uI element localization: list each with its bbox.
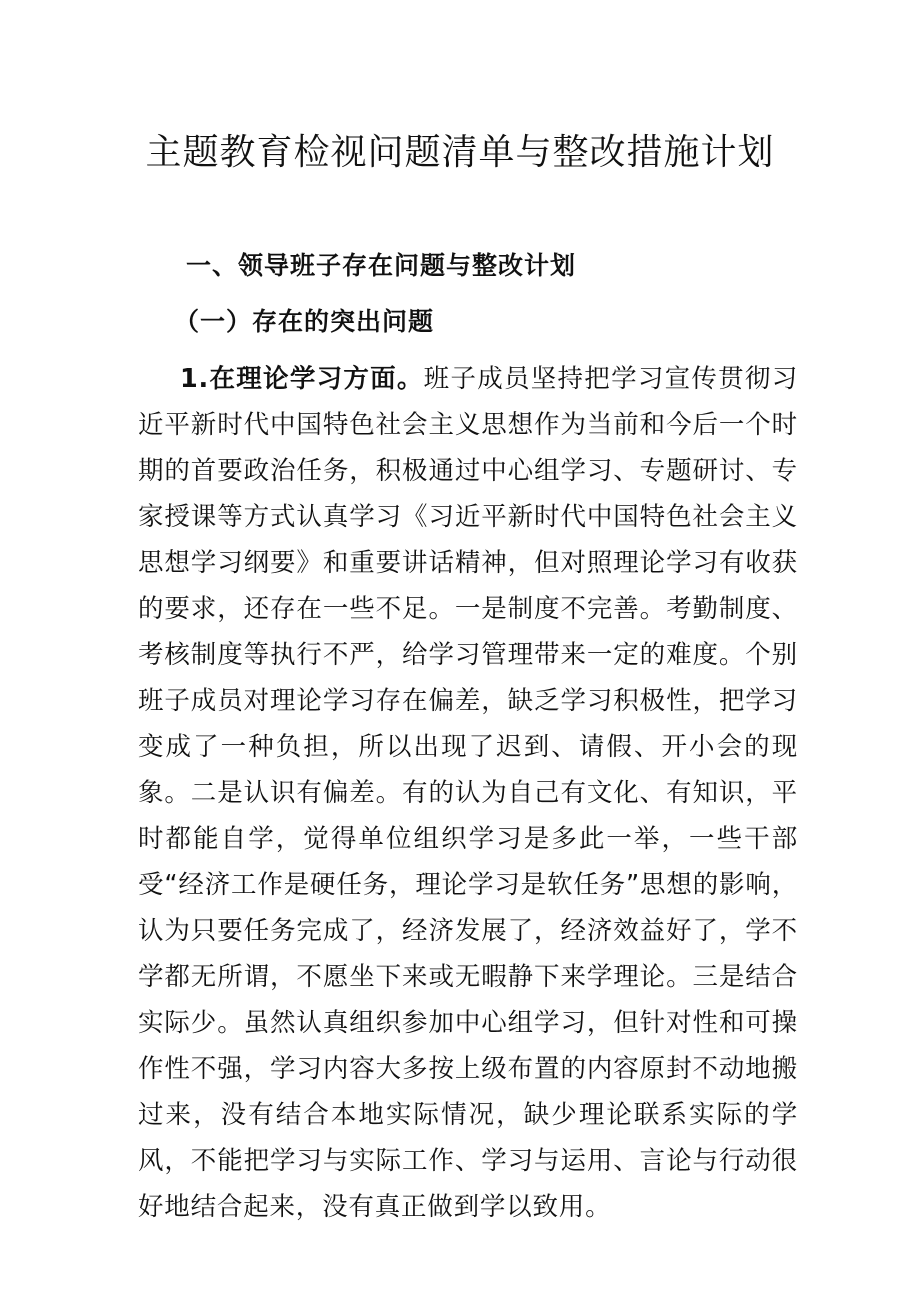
- body-paragraph: [138, 356, 798, 1230]
- paragraph-text: 班子成员坚持把学习宣传贯彻习近平新时代中国特色社会主义思想作为当前和今后一个时期的首要政治任务，积极通过中心组学习、专题研讨、专家授课等方式认真学习《习近平新时代中国特色社会主义思想学习纲要》和重要讲话精神，但对照理论学习有收获的要求，还存在一些不足。一是制度不完善。考勤制度、考核制度等执行不严，给学习管理带来一定的难度。个别班子成员对理论学习存在偏差，缺乏学习积极性，把学习变成了一种负担，所以出现了迟到、请假、开小会的现象。二是认识有偏差。有的认为自己有文化、有知识，平时都能自学，觉得单位组织学习是多此一举，一些干部受“经济工作是硬任务，理论学习是软任务”思想的影响，认为只要任务完成了，经济发展了，经济效益好了，学不学都无所谓，不愿坐下来或无暇静下来学理论。三是结合实际少。虽然认真组织参加中心组学习，但针对性和可操作性不强，学习内容大多按上级布置的内容原封不动地搬过来，没有结合本地实际情况，缺少理论联系实际的学风，不能把学习与实际工作、学习与运用、言论与行动很好地结合起来，没有真正做到学以致用。: [138, 364, 798, 1222]
- subsection-heading: （一）存在的突出问题: [174, 307, 435, 336]
- document-title: 主题教育检视问题清单与整改措施计划: [145, 132, 775, 173]
- section-heading: 一、领导班子存在问题与整改计划: [186, 251, 577, 280]
- paragraph-lead: 1.在理论学习方面。: [180, 364, 424, 394]
